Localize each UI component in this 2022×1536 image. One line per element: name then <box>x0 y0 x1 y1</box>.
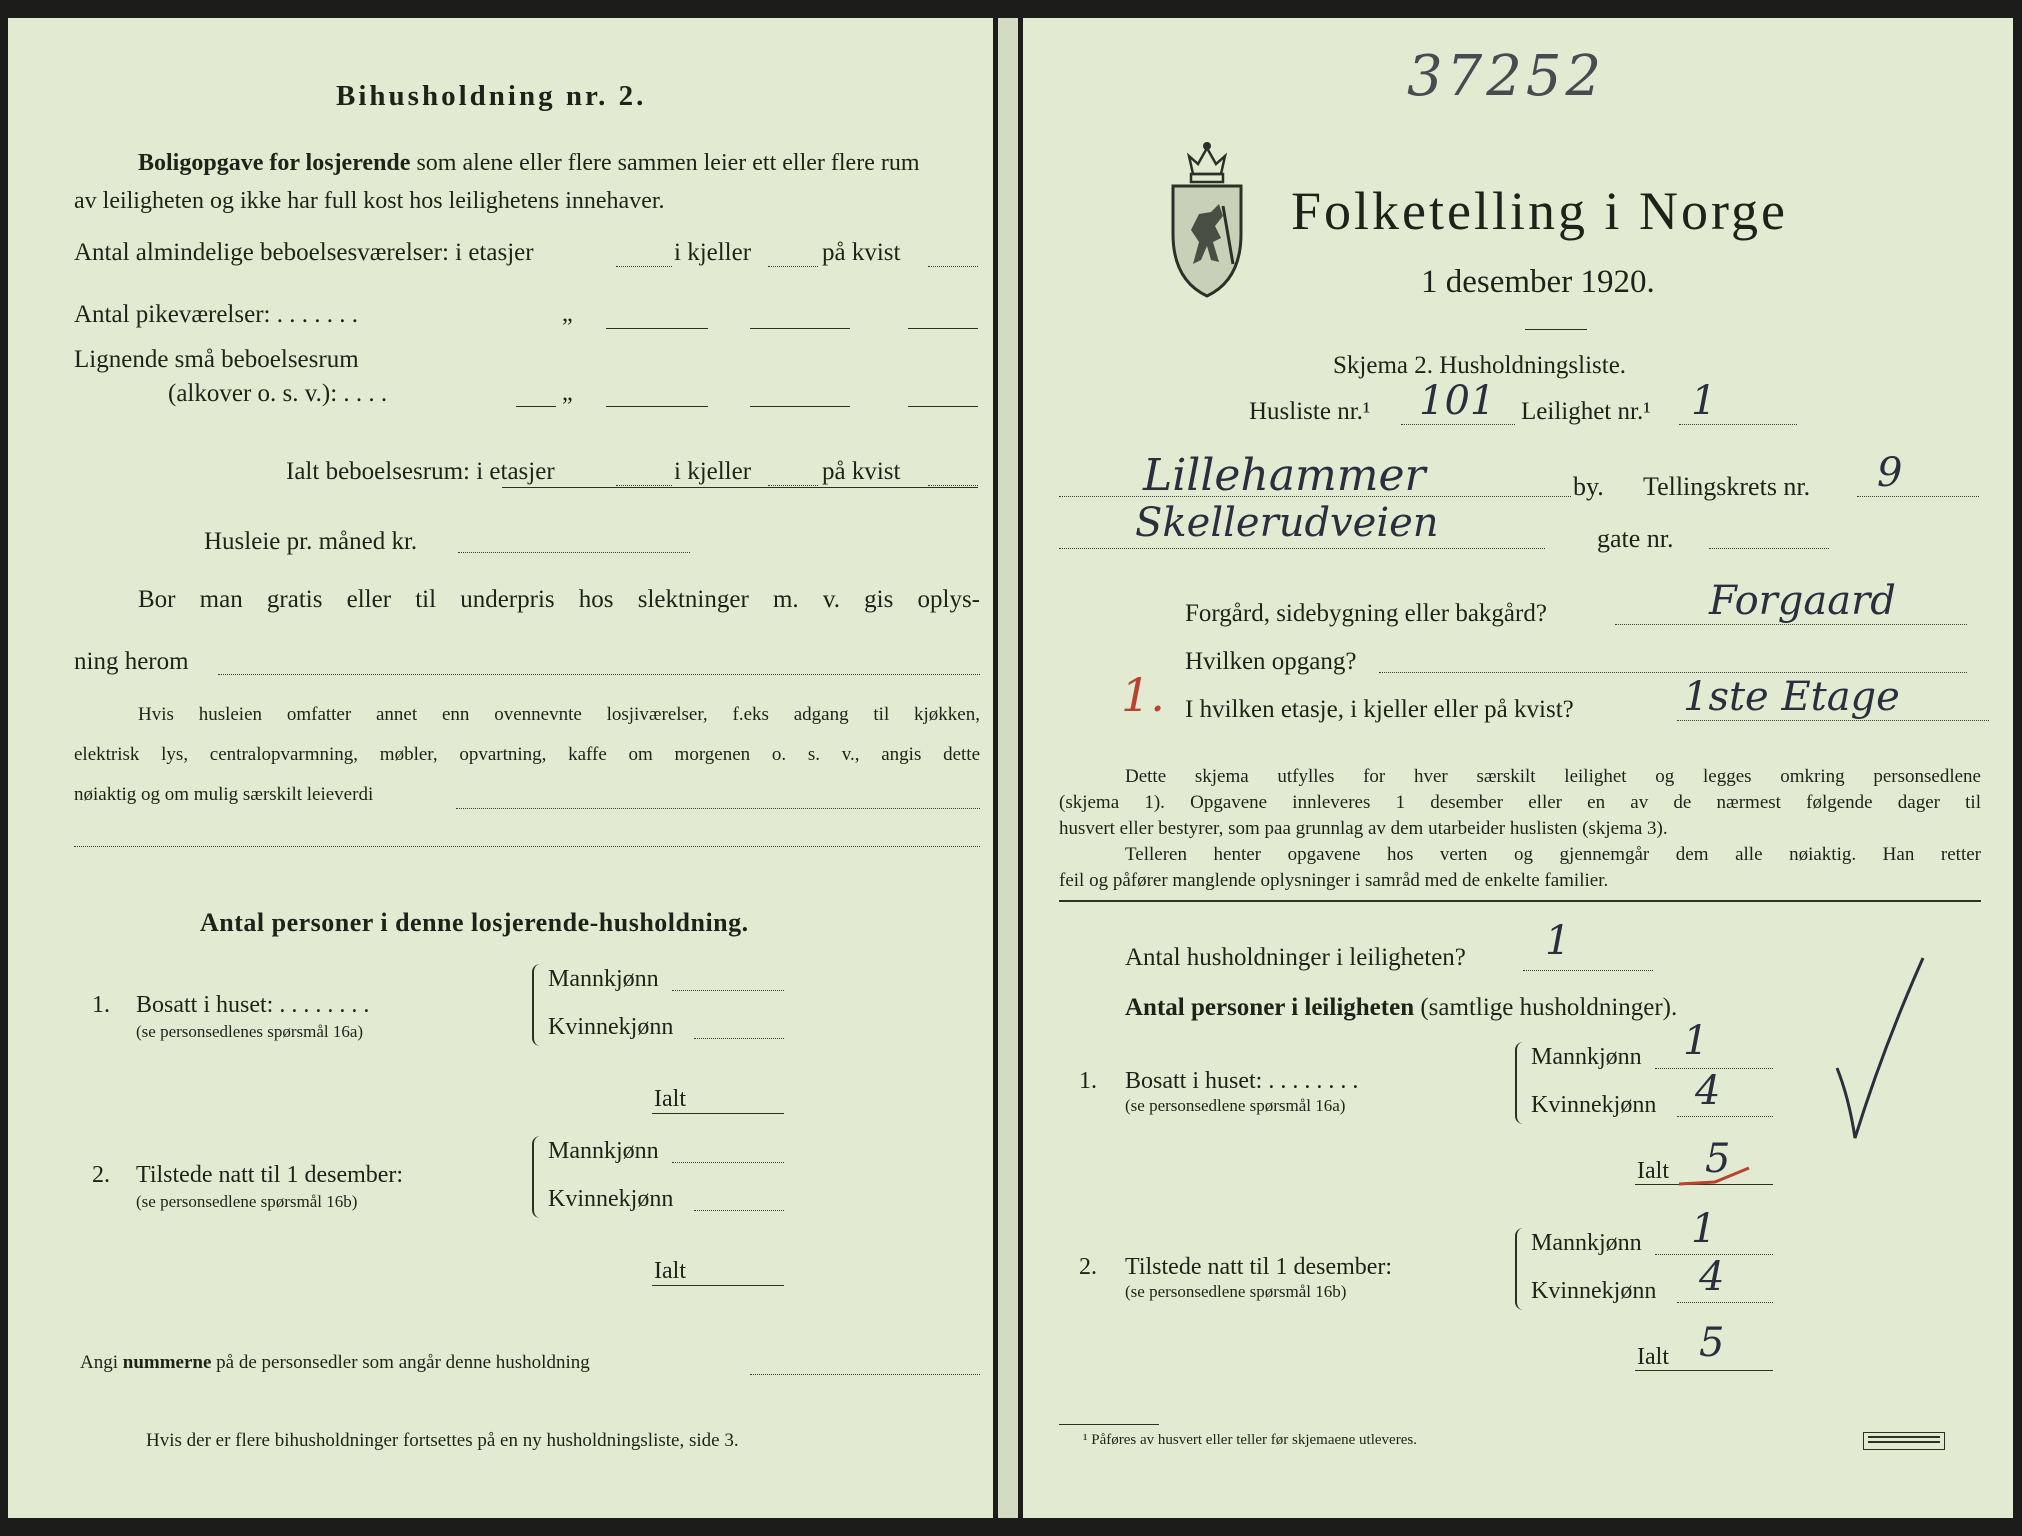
intro-rest: som alene eller flere sammen leier ett eller flere rum <box>416 150 920 176</box>
r-q2-kvinne-value: 4 <box>1699 1254 1725 1300</box>
gratis-field[interactable] <box>218 674 980 675</box>
antal-heading: Antal personer i denne losjerende-husholdning. <box>200 908 749 937</box>
husliste-label: Husliste nr.¹ <box>1249 398 1371 425</box>
page-fold <box>998 18 1018 1518</box>
intro-line-1 <box>138 150 976 177</box>
pikevaerelser-label: Antal pikeværelser: . . . . . . . <box>74 301 358 328</box>
r-q2-sub: (se personsedlene spørsmål 16b) <box>1125 1282 1347 1301</box>
r-q2-brace <box>1515 1228 1527 1310</box>
intro-bold: Boligopgave for losjerende <box>138 150 411 176</box>
q2-ialt-label: Ialt <box>654 1258 686 1284</box>
q2-kvinne-label: Kvinnekjønn <box>548 1186 674 1212</box>
lignende-label-2: (alkover o. s. v.): . . . . <box>168 380 388 407</box>
r-q1-kvinne-label: Kvinnekjønn <box>1531 1092 1657 1118</box>
bihusholdning-title: Bihusholdning nr. 2. <box>336 80 647 112</box>
census-date: 1 desember 1920. <box>1421 264 1655 300</box>
kvist-field[interactable] <box>928 266 978 267</box>
r-q2-ialt-field[interactable] <box>1635 1370 1773 1371</box>
q2-number: 2. <box>92 1162 110 1188</box>
by-label: by. <box>1573 472 1604 501</box>
gate-nr-field[interactable] <box>1709 548 1829 549</box>
forgard-field[interactable] <box>1615 624 1967 625</box>
instruction-4: Telleren henter opgavene hos verten og gjennemgår dem alle nøiaktig. Han retter <box>1125 844 1981 865</box>
almindelige-label: Antal almindelige beboelsesværelser: i etasjer <box>74 239 534 266</box>
q2-sub: (se personsedlene spørsmål 16b) <box>136 1192 358 1211</box>
footer-note: Hvis der er flere bihusholdninger fortsettes på en ny husholdningsliste, side 3. <box>146 1430 739 1451</box>
main-title: Folketelling i Norge <box>1291 181 1788 241</box>
ialt-kjeller-field[interactable] <box>768 485 818 486</box>
ialt-etasjer-field[interactable] <box>616 485 672 486</box>
husliste-field[interactable] <box>1401 424 1515 425</box>
ialt-beboelsesrum-label: Ialt beboelsesrum: i etasjer <box>286 458 555 485</box>
ditto-mark-2: „ <box>562 380 573 406</box>
q1-kvinne-field[interactable] <box>694 1038 784 1039</box>
leilighet-value: 1 <box>1691 378 1717 424</box>
r-q1-brace <box>1515 1042 1527 1124</box>
r-q1-label: Bosatt i huset: . . . . . . . . <box>1125 1068 1359 1094</box>
q2-label: Tilstede natt til 1 desember: <box>136 1162 404 1188</box>
r-q1-ialt-value: 5 <box>1705 1136 1731 1182</box>
husleie-label: Husleie pr. måned kr. <box>204 528 418 555</box>
q1-sub: (se personsedlenes spørsmål 16a) <box>136 1022 364 1041</box>
section-rule <box>1059 900 1981 902</box>
q1-kvinne-label: Kvinnekjønn <box>548 1014 674 1040</box>
ialt-kjeller-label: i kjeller <box>674 458 752 485</box>
krets-field[interactable] <box>1857 496 1979 497</box>
q1-mann-label: Mannkjønn <box>548 966 659 992</box>
archive-stamp-number: 37252 <box>1407 44 1606 109</box>
printer-mark-icon <box>1863 1432 1945 1450</box>
etasje-label: I hvilken etasje, i kjeller eller på kvist? <box>1185 696 1574 723</box>
opgang-label: Hvilken opgang? <box>1185 648 1357 675</box>
husleie-field[interactable] <box>458 552 690 553</box>
r-q1-number: 1. <box>1079 1068 1097 1094</box>
q2-ialt-field[interactable] <box>652 1285 784 1286</box>
lignende-label-1: Lignende små beboelsesrum <box>74 346 359 373</box>
instruction-5: feil og påfører manglende oplysninger i samråd med de enkelte familier. <box>1059 870 1609 891</box>
etasjer-field[interactable] <box>616 266 672 267</box>
gratis-line-2: ning herom <box>74 648 189 675</box>
r-q2-kvinne-label: Kvinnekjønn <box>1531 1278 1657 1304</box>
hvis-line-2: elektrisk lys, centralopvarmning, møbler, opvartning, kaffe om morgenen o. s. v., angis dette <box>74 744 980 765</box>
q1-ialt-field[interactable] <box>652 1113 784 1114</box>
hvis-line-3: nøiaktig og om mulig særskilt leieverdi <box>74 784 374 805</box>
pike-etasjer-field[interactable] <box>606 328 708 329</box>
q2-brace <box>532 1136 544 1218</box>
krets-value: 9 <box>1877 450 1903 496</box>
r-q2-kvinne-field[interactable] <box>1677 1302 1773 1303</box>
instruction-1: Dette skjema utfylles for hver særskilt leilighet og legges omkring personsedlene <box>1125 766 1981 787</box>
left-page <box>8 18 993 1518</box>
q1-mann-field[interactable] <box>672 990 784 991</box>
etasje-value: 1ste Etage <box>1683 674 1900 720</box>
angi-bold: nummerne <box>122 1352 212 1373</box>
instruction-2: (skjema 1). Opgavene innleveres 1 desember eller en av de nærmest følgende dager til <box>1059 792 1981 813</box>
large-check-mark <box>1823 938 1943 1158</box>
lignende-lead-field <box>516 406 556 407</box>
r-q2-number: 2. <box>1079 1254 1097 1280</box>
skjema-label: Skjema 2. Husholdningsliste. <box>1333 352 1627 379</box>
q2-mann-field[interactable] <box>672 1162 784 1163</box>
gate-field[interactable] <box>1059 548 1545 549</box>
r-q1-sub: (se personsedlene spørsmål 16a) <box>1125 1096 1346 1115</box>
husholdninger-label: Antal husholdninger i leiligheten? <box>1125 944 1466 971</box>
gate-value: Skellerudveien <box>1135 500 1439 546</box>
by-value: Lillehammer <box>1143 450 1426 501</box>
instruction-3: husvert eller bestyrer, som paa grunnlag av dem utarbeider huslisten (skjema 3). <box>1059 818 1668 839</box>
ditto-mark: „ <box>562 301 573 327</box>
pike-kvist-field[interactable] <box>908 328 978 329</box>
opgang-field[interactable] <box>1379 672 1967 673</box>
etasje-field[interactable] <box>1677 720 1989 721</box>
husliste-value: 101 <box>1419 378 1496 424</box>
antal-bold: Antal personer i leiligheten <box>1125 994 1415 1021</box>
kjeller-field[interactable] <box>768 266 818 267</box>
q2-mann-label: Mannkjønn <box>548 1138 659 1164</box>
leilighet-field[interactable] <box>1679 424 1797 425</box>
title-rule <box>1525 329 1587 330</box>
ialt-kvist-field[interactable] <box>928 485 978 486</box>
r-q1-kvinne-field[interactable] <box>1677 1116 1773 1117</box>
footnote: ¹ Påføres av husvert eller teller før skjemaene utleveres. <box>1083 1432 1417 1448</box>
ialt-underline <box>502 487 978 488</box>
angi-pre: Angi <box>80 1352 118 1373</box>
leieverdi-field[interactable] <box>456 808 980 809</box>
q1-brace <box>532 964 544 1046</box>
q2-kvinne-field[interactable] <box>694 1210 784 1211</box>
angi-rest: på de personsedler som angår denne husholdning <box>216 1352 590 1373</box>
r-q1-mann-label: Mannkjønn <box>1531 1044 1642 1070</box>
r-q2-mann-value: 1 <box>1691 1206 1717 1252</box>
r-q1-kvinne-value: 4 <box>1695 1068 1721 1114</box>
kvist-label: på kvist <box>822 239 901 266</box>
kjeller-label: i kjeller <box>674 239 752 266</box>
q1-label: Bosatt i huset: . . . . . . . . <box>136 992 370 1018</box>
r-q2-ialt-label: Ialt <box>1637 1344 1669 1370</box>
footnote-rule <box>1059 1424 1159 1425</box>
pike-kjeller-field[interactable] <box>750 328 850 329</box>
husholdninger-field[interactable] <box>1523 970 1653 971</box>
intro-line-2: av leiligheten og ikke har full kost hos leilighetens innehaver. <box>74 188 665 214</box>
forgard-value: Forgaard <box>1709 578 1896 624</box>
etasje-red-mark: 1. <box>1121 668 1165 722</box>
forgard-label: Forgård, sidebygning eller bakgård? <box>1185 600 1547 627</box>
leilighet-label: Leilighet nr.¹ <box>1521 398 1651 425</box>
r-q2-label: Tilstede natt til 1 desember: <box>1125 1254 1393 1280</box>
angi-field[interactable] <box>750 1374 980 1375</box>
lignende-kjeller-field[interactable] <box>750 406 850 407</box>
q1-number: 1. <box>92 992 110 1018</box>
r-q1-ialt-label: Ialt <box>1637 1158 1669 1184</box>
by-field[interactable] <box>1059 496 1571 497</box>
q1-ialt-label: Ialt <box>654 1086 686 1112</box>
hvis-line-1: Hvis husleien omfatter annet enn ovennevnte losjiværelser, f.eks adgang til kjøkken, <box>138 704 980 725</box>
r-q1-mann-value: 1 <box>1683 1018 1709 1064</box>
gratis-line-1: Bor man gratis eller til underpris hos slektninger m. v. gis oplys- <box>138 586 980 613</box>
lignende-kvist-field[interactable] <box>908 406 978 407</box>
gate-label: gate nr. <box>1597 524 1674 553</box>
r-q2-mann-label: Mannkjønn <box>1531 1230 1642 1256</box>
coat-of-arms-icon <box>1165 134 1249 302</box>
antal-rest: (samtlige husholdninger). <box>1420 994 1678 1021</box>
husholdninger-value: 1 <box>1545 918 1571 964</box>
antal-line <box>1125 994 1677 1022</box>
ialt-kvist-label: på kvist <box>822 458 901 485</box>
krets-label: Tellingskrets nr. <box>1643 472 1811 501</box>
red-check-mark <box>1675 1164 1755 1190</box>
right-page <box>1023 18 2013 1518</box>
angi-line <box>80 1352 590 1374</box>
r-q2-ialt-value: 5 <box>1699 1320 1725 1366</box>
leieverdi-field-2[interactable] <box>74 846 980 847</box>
lignende-etasjer-field[interactable] <box>606 406 708 407</box>
